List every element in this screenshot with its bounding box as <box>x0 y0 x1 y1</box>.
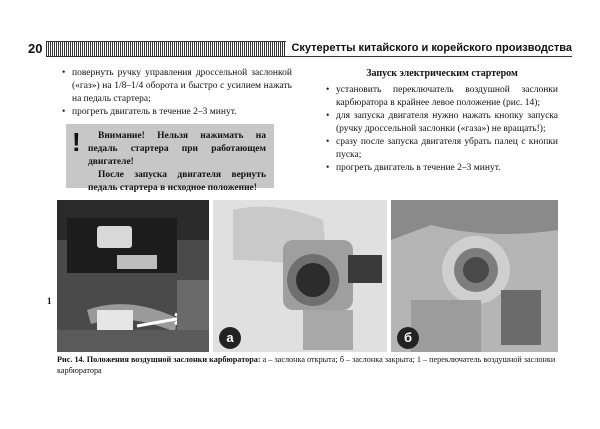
figure-caption <box>57 354 562 376</box>
caption-title: Рис. 14. Положения воздушной заслонки карбюратора: <box>57 355 261 364</box>
exclamation-icon: ! <box>72 127 81 157</box>
photo-choke-switch <box>47 200 209 352</box>
right-bullet-list <box>326 84 558 175</box>
warning-box <box>66 124 274 193</box>
page-number: 20 <box>28 41 43 56</box>
left-bullet-list <box>62 67 292 119</box>
callout-1: 1 <box>47 296 52 306</box>
warning-text <box>88 130 266 195</box>
list-item: • установить переключатель воздушной заслонки карбюратора в крайнее левое положение (рис. 14); <box>326 84 558 110</box>
label-b: б <box>397 327 419 349</box>
photo-carburetor-closed <box>391 200 558 352</box>
list-item: • повернуть ручку управления дроссельной заслонкой («газ») на 1/8–1/4 оборота и быстро с усилием нажать на педаль стартера; <box>62 67 292 106</box>
warning-line-2: После запуска двигателя вернуть педаль стартера в исходное положение! <box>88 170 266 193</box>
list-item: • сразу после запуска двигателя убрать палец с кнопки пуска; <box>326 136 558 162</box>
running-title: Скутеретты китайского и корейского производства <box>286 40 572 56</box>
left-column <box>62 67 292 119</box>
caption-body: а – заслонка открыта; б – заслонка закрыта; 1 – переключатель воздушной заслонки карбюратора <box>57 355 556 375</box>
photo-carburetor-open <box>213 200 387 352</box>
figure-photos <box>47 200 558 352</box>
list-item: • для запуска двигателя нужно нажать кнопку запуска (ручку дроссельной заслонки («газа») не вращать!); <box>326 110 558 136</box>
list-item: • прогреть двигатель в течение 2–3 минут. <box>62 106 292 119</box>
label-a: а <box>219 327 241 349</box>
section-heading: Запуск электрическим стартером <box>366 68 518 79</box>
page-header <box>28 41 572 57</box>
right-column <box>326 67 558 175</box>
list-item: • прогреть двигатель в течение 2–3 минут. <box>326 162 558 175</box>
warning-line-1: Внимание! Нельзя нажимать на педаль стартера при работающем двигателе! <box>88 131 266 167</box>
